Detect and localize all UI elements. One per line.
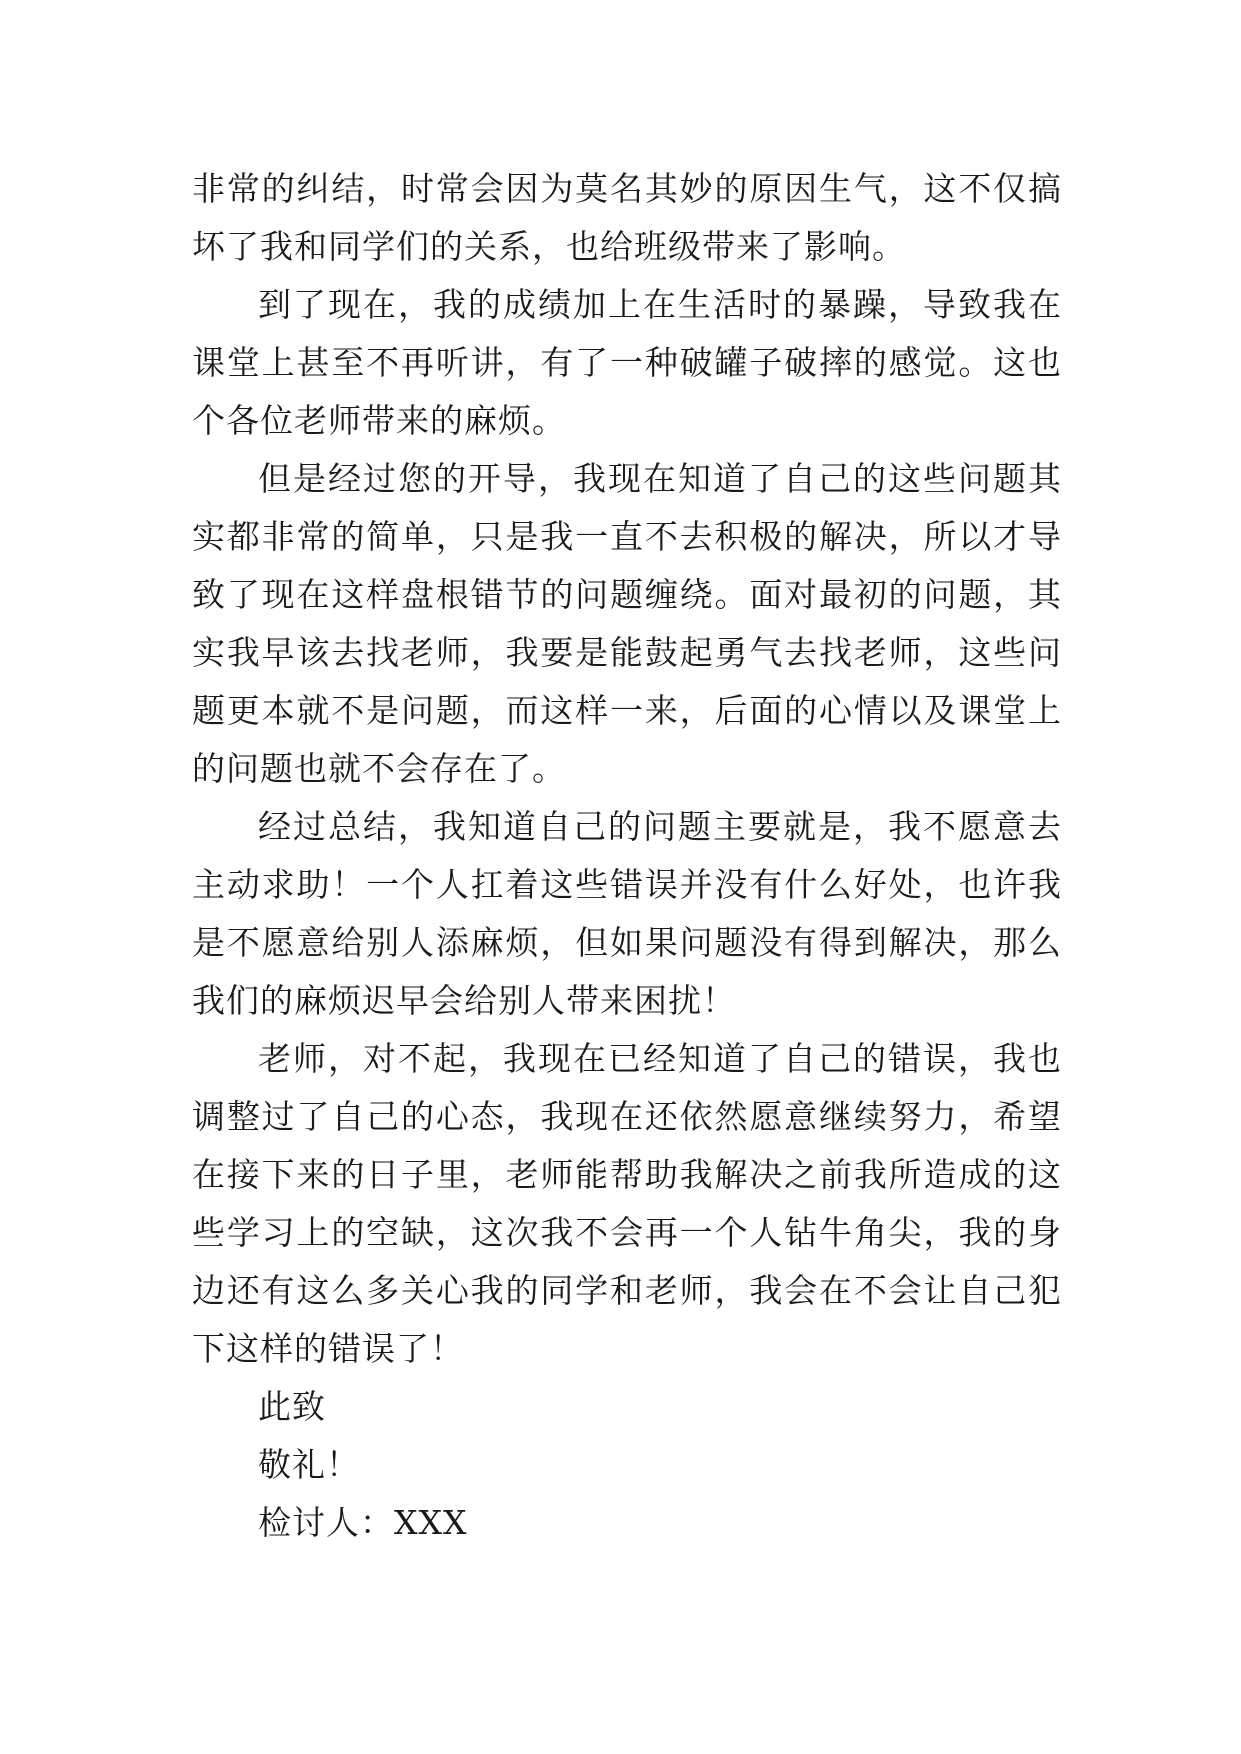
signature: 检讨人：XXX [258,1503,468,1542]
closing-salutation: 此致 [258,1387,326,1426]
paragraph-4: 经过总结，我知道自己的问题主要就是，我不愿意去主动求助！一个人扛着这些错误并没有什么好处，也许我是不愿意给别人添麻烦，但如果问题没有得到解决，那么我们的麻烦迟早会给别人带来困扰！ [192,807,1062,1020]
paragraph-3: 但是经过您的开导，我现在知道了自己的这些问题其实都非常的简单，只是我一直不去积极的解决，所以才导致了现在这样盘根错节的问题缠绕。面对最初的问题，其实我早该去找老师，我要是能鼓起勇气去找老师，这些问题更本就不是问题，而这样一来，后面的心情以及课堂上的问题也就不会存在了。 [192,459,1062,788]
paragraph-1: 非常的纠结，时常会因为莫名其妙的原因生气，这不仅搞坏了我和同学们的关系，也给班级带来了影响。 [192,169,1062,266]
closing-regards: 敬礼！ [258,1445,360,1484]
paragraph-5: 老师，对不起，我现在已经知道了自己的错误，我也调整过了自己的心态，我现在还依然愿意继续努力，希望在接下来的日子里，老师能帮助我解决之前我所造成的这些学习上的空缺，这次我不会再一个人钻牛角尖，我的身边还有这么多关心我的同学和老师，我会在不会让自己犯下这样的错误了！ [192,1039,1062,1368]
paragraph-2: 到了现在，我的成绩加上在生活时的暴躁，导致我在课堂上甚至不再听讲，有了一种破罐子破摔的感觉。这也个各位老师带来的麻烦。 [192,285,1062,440]
document-body [192,160,1062,1552]
